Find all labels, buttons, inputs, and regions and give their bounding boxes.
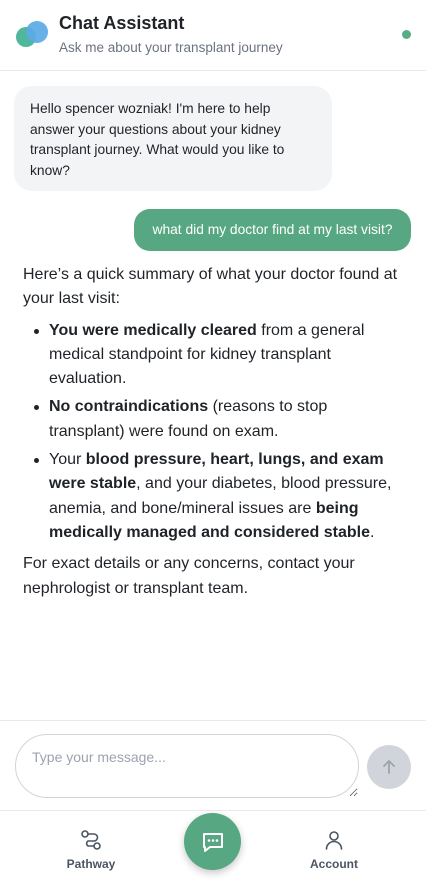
answer-list	[23, 319, 403, 546]
answer-text: .	[370, 523, 375, 541]
answer-outro: For exact details or any concerns, contact your nephrologist or transplant team.	[23, 555, 355, 597]
answer-emphasis: No contraindications	[49, 398, 209, 416]
user-icon	[323, 829, 345, 851]
assistant-answer-message	[23, 263, 403, 601]
logo-icon	[15, 20, 48, 50]
answer-list-item	[23, 448, 403, 545]
bottom-navigation	[0, 810, 426, 891]
chat-bubble-icon	[200, 829, 226, 855]
answer-text: Your	[49, 451, 86, 469]
page-title: Chat Assistant	[59, 13, 185, 33]
answer-text: (reasons to stop transplant) were found on exam.	[49, 398, 328, 440]
send-button[interactable]	[367, 745, 411, 789]
message-input[interactable]	[15, 734, 359, 798]
nav-account-label: Account	[310, 857, 358, 871]
assistant-greeting-message: Hello spencer wozniak! I'm here to help answer your questions about your kidney transplant journey. What would you like to know?	[14, 86, 332, 191]
online-status-indicator	[402, 30, 411, 39]
answer-list-item	[23, 395, 403, 444]
chat-header	[0, 0, 426, 71]
route-icon	[80, 829, 102, 851]
answer-intro: Here’s a quick summary of what your doctor found at your last visit:	[23, 266, 398, 308]
arrow-up-icon	[380, 758, 398, 776]
answer-text: from a general medical standpoint for kidney transplant evaluation.	[49, 321, 365, 388]
answer-emphasis: being medically managed and considered stable	[49, 499, 370, 541]
answer-text: , and your diabetes, blood pressure, anemia, and bone/mineral issues are	[49, 475, 392, 517]
user-message: what did my doctor find at my last visit?	[134, 209, 411, 251]
message-composer	[0, 720, 426, 810]
answer-emphasis: blood pressure, heart, lungs, and exam were stable	[49, 451, 384, 493]
chat-button[interactable]	[184, 813, 241, 870]
nav-pathway-label: Pathway	[66, 857, 116, 871]
page-subtitle: Ask me about your transplant journey	[59, 40, 283, 55]
nav-account[interactable]	[289, 829, 379, 871]
nav-pathway[interactable]	[46, 829, 136, 871]
answer-emphasis: You were medically cleared	[49, 321, 257, 339]
answer-list-item	[23, 319, 403, 392]
